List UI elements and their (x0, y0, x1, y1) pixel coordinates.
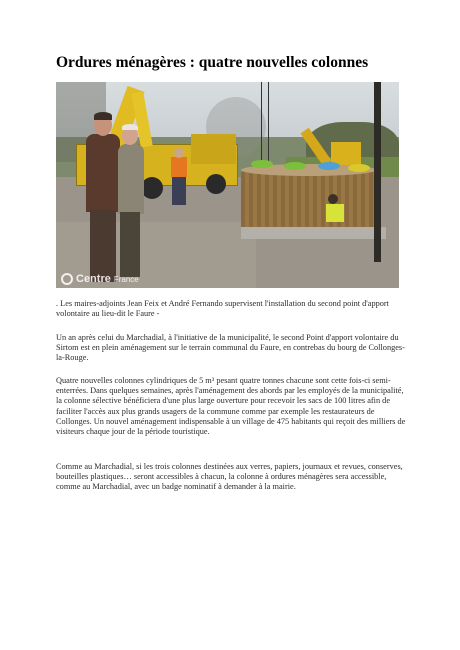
article-title: Ordures ménagères : quatre nouvelles colonnes (56, 54, 369, 71)
paragraph-text: Quatre nouvelles colonnes cylindriques de 5 m³ pesant quatre tonnes chacune sont cette fois-ci semi-enterrées. Dans quelques semaines, après l'aménagement des abords par les employés de la municipalité, la colonne sélective bénéficiera d'une plus large ouverture pour recevoir les sacs de 100 litres afin de faciliter l'accès aux plus grands usagers de la commune comme par exemple les restaurateurs de Collonges. Un nouvel aménagement indispensable à un village de 475 habitants qui reçoit des milliers de visiteurs chaque jour de la période touristique. (56, 376, 406, 437)
photo-caption (56, 299, 408, 319)
paragraph-1 (56, 333, 408, 364)
caption-text: . Les maires-adjoints Jean Feix et André Fernando supervisent l'installation du second point d'apport volontaire au lieu-dit le Faure - (56, 299, 389, 319)
photo-credit-suffix: France (113, 274, 139, 284)
article-photo (56, 82, 399, 288)
paragraph-2 (56, 376, 408, 437)
photo-credit-brand: Centre (76, 273, 111, 285)
centre-france-logo-icon (61, 273, 73, 285)
paragraph-3 (56, 462, 408, 493)
photo-credit (61, 273, 139, 285)
paragraph-text: Comme au Marchadial, si les trois colonnes destinées aux verres, papiers, journaux et revues, conserves, bouteilles plastiques… seront accessibles à chacun, la colonne à ordures ménagères sera accessible, comme au Marchadial, avec un badge nominatif à demander à la mairie. (56, 462, 403, 492)
paragraph-text: Un an après celui du Marchadial, à l'initiative de la municipalité, le second Point d'apport volontaire du Sirtom est en plein aménagement sur le terrain communal du Faure, en contrebas du bourg de Collonges-la-Rouge. (56, 333, 405, 363)
